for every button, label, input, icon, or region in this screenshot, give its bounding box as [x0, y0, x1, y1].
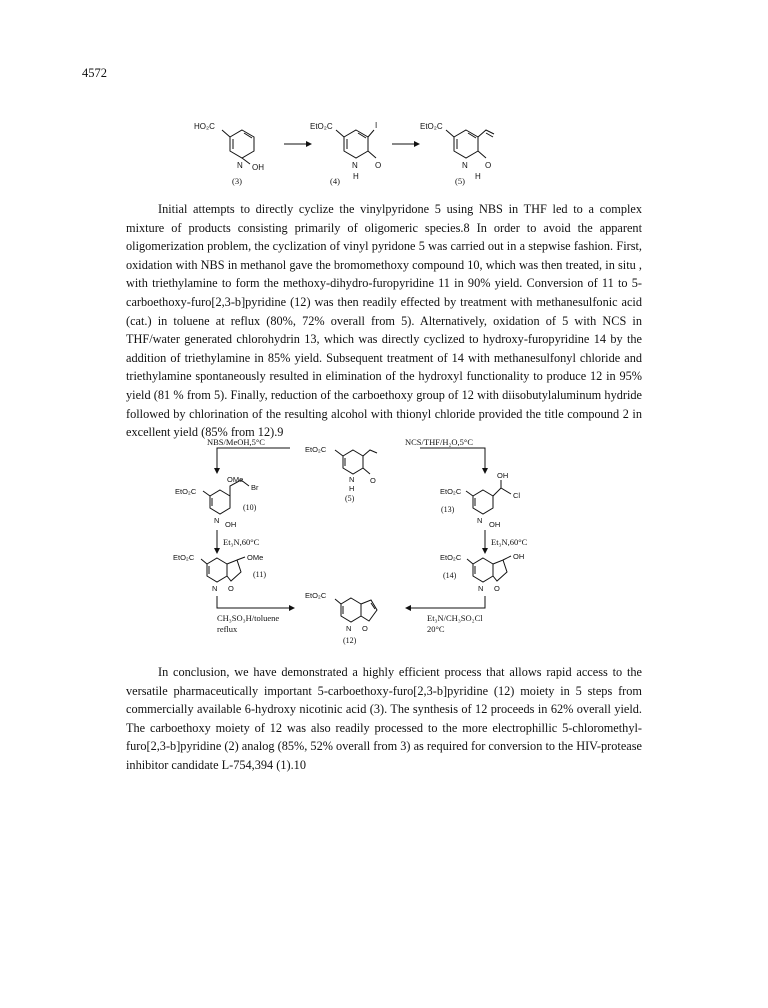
c11-o: O: [228, 584, 234, 593]
c12-o: O: [362, 624, 368, 633]
c5-ester: EtO₂C: [305, 445, 327, 454]
arrow-14-to-12: [405, 596, 485, 634]
label-14: (14): [443, 571, 457, 580]
c13-ester: EtO₂C: [440, 487, 462, 496]
label-12: (12): [343, 636, 357, 645]
c13-oh: OH: [489, 520, 501, 529]
reagent-nbs-meoh: NBS/MeOH,5°C: [207, 438, 265, 447]
compound-4-iodo: I: [375, 121, 378, 130]
c14-ester: EtO₂C: [440, 553, 462, 562]
scheme-1-diagram: [190, 108, 550, 193]
compound-3-structure: [194, 122, 264, 186]
compound-5-oxo: O: [485, 161, 492, 170]
c13-cl: Cl: [513, 491, 521, 500]
c10-n: N: [214, 516, 220, 525]
compound-13: [440, 471, 520, 529]
compound-3-oh: OH: [252, 163, 264, 172]
reagent-20c: 20°C: [427, 624, 445, 634]
compound-4-h: H: [353, 172, 359, 181]
compound-12: [305, 591, 377, 645]
arrow-5-to-10: [207, 438, 290, 474]
c10-ome: OMe: [227, 475, 244, 484]
compound-3-substituent: HO₂C: [194, 122, 215, 131]
compound-5-center: [305, 445, 377, 503]
compound-4-oxo: O: [375, 161, 382, 170]
c13-n: N: [477, 516, 483, 525]
c11-n: N: [212, 584, 218, 593]
c11-ester: EtO₂C: [173, 553, 195, 562]
c10-oh: OH: [225, 520, 237, 529]
reaction-arrow-2: [392, 141, 420, 147]
label-13: (13): [441, 505, 455, 514]
label-10: (10): [243, 503, 257, 512]
reaction-arrow-1: [284, 141, 312, 147]
c5-o: O: [370, 476, 376, 485]
paragraph-1: Initial attempts to directly cyclize the vinylpyridone 5 using NBS in THF led to a complex mixture of products consisting primarily of oligomeric species.8 In order to avoid the apparent oligomerization problem, the cyclization of vinyl pyridone 5 was carried out in a stepwise fashion. First, oxidation with NBS in methanol gave the bromomethoxy compound 10, which was then treated, in situ , with triethylamine to form the methoxy-dihydro-furopyridine 11 in 90% yield. Conversion of 11 to 5-carboethoxy-furo[2,3-b]pyridine (12) was then readily effected by treatment with methanesulfonic acid (cat.) in toluene at reflux (80%, 72% overall from 5). Alternatively, oxidation of 5 with NCS in THF/water generated chlorohydrin 13, which was directly cyclized to hydroxy-furopyridine 14 by the addition of triethylamine in 85% yield. Subsequent treatment of 14 with methanesulfonyl chloride and triethylamine spontaneously resulted in elimination of the hydroxyl functionality to produce 12 in 95% yield (81 % from 5). Finally, reduction of the carboethoxy group of 12 with diisobutylaluminum hydride followed by chlorination of the resulting alcohol with thionyl chloride provided the title compound 2 in excellent yield (85% from 12).9: [126, 202, 642, 440]
compound-11: [173, 553, 266, 593]
c14-n: N: [478, 584, 484, 593]
c14-oh: OH: [513, 552, 525, 561]
compound-14: [440, 552, 524, 593]
compound-4-structure: [310, 121, 381, 186]
c10-ester: EtO₂C: [175, 487, 197, 496]
arrow-10-to-11: [214, 530, 260, 554]
compound-4-substituent: EtO₂C: [310, 122, 333, 131]
arrow-11-to-12: [217, 596, 295, 634]
label-5: (5): [345, 494, 355, 503]
arrow-5-to-13: [405, 438, 488, 474]
compound-4-n: N: [352, 161, 358, 170]
label-11: (11): [253, 570, 267, 579]
arrow-13-to-14: [482, 530, 528, 554]
compound-5-structure: [420, 122, 494, 186]
compound-4-label: (4): [330, 176, 340, 186]
c14-o: O: [494, 584, 500, 593]
c12-n: N: [346, 624, 352, 633]
c5-n: N: [349, 475, 355, 484]
c5-h: H: [349, 484, 355, 493]
compound-5-label: (5): [455, 176, 465, 186]
scheme-2-diagram: [165, 438, 565, 648]
reagent-mscl-et3n: Et₃N/CH₃SO₂Cl: [427, 613, 483, 623]
reagent-reflux: reflux: [217, 624, 238, 634]
compound-5-substituent: EtO₂C: [420, 122, 443, 131]
c13-oh-top: OH: [497, 471, 509, 480]
compound-5-n: N: [462, 161, 468, 170]
reagent-ncs-thf-water: NCS/THF/H₂O,5°C: [405, 438, 473, 447]
compound-3-label: (3): [232, 176, 242, 186]
compound-5-h: H: [475, 172, 481, 181]
page-number: 4572: [82, 66, 107, 80]
reagent-et3n-right: Et₃N,60°C: [491, 537, 528, 547]
reagent-msoh-toluene: CH₃SO₃H/toluene: [217, 613, 280, 623]
paragraph-2: In conclusion, we have demonstrated a highly efficient process that allows rapid access to the versatile pharmaceutically important 5-carboethoxy-furo[2,3-b]pyridine (12) moiety in 5 steps from commercially available 6-hydroxy nicotinic acid (3). The synthesis of 12 proceeds in 62% overall yield. The carboethoxy moiety of 12 was also readily processed to the more electrophillic 5-chloromethyl-furo[2,3-b]pyridine (2) analog (85%, 52% overall from 3) as required for conversion to the HIV-protease inhibitor candidate L-754,394 (1).10: [126, 665, 642, 772]
c12-ester: EtO₂C: [305, 591, 327, 600]
c11-ome: OMe: [247, 553, 264, 562]
c10-br: Br: [251, 483, 259, 492]
compound-3-n: N: [237, 161, 243, 170]
reagent-et3n-left: Et₃N,60°C: [223, 537, 260, 547]
compound-10: [175, 475, 259, 529]
